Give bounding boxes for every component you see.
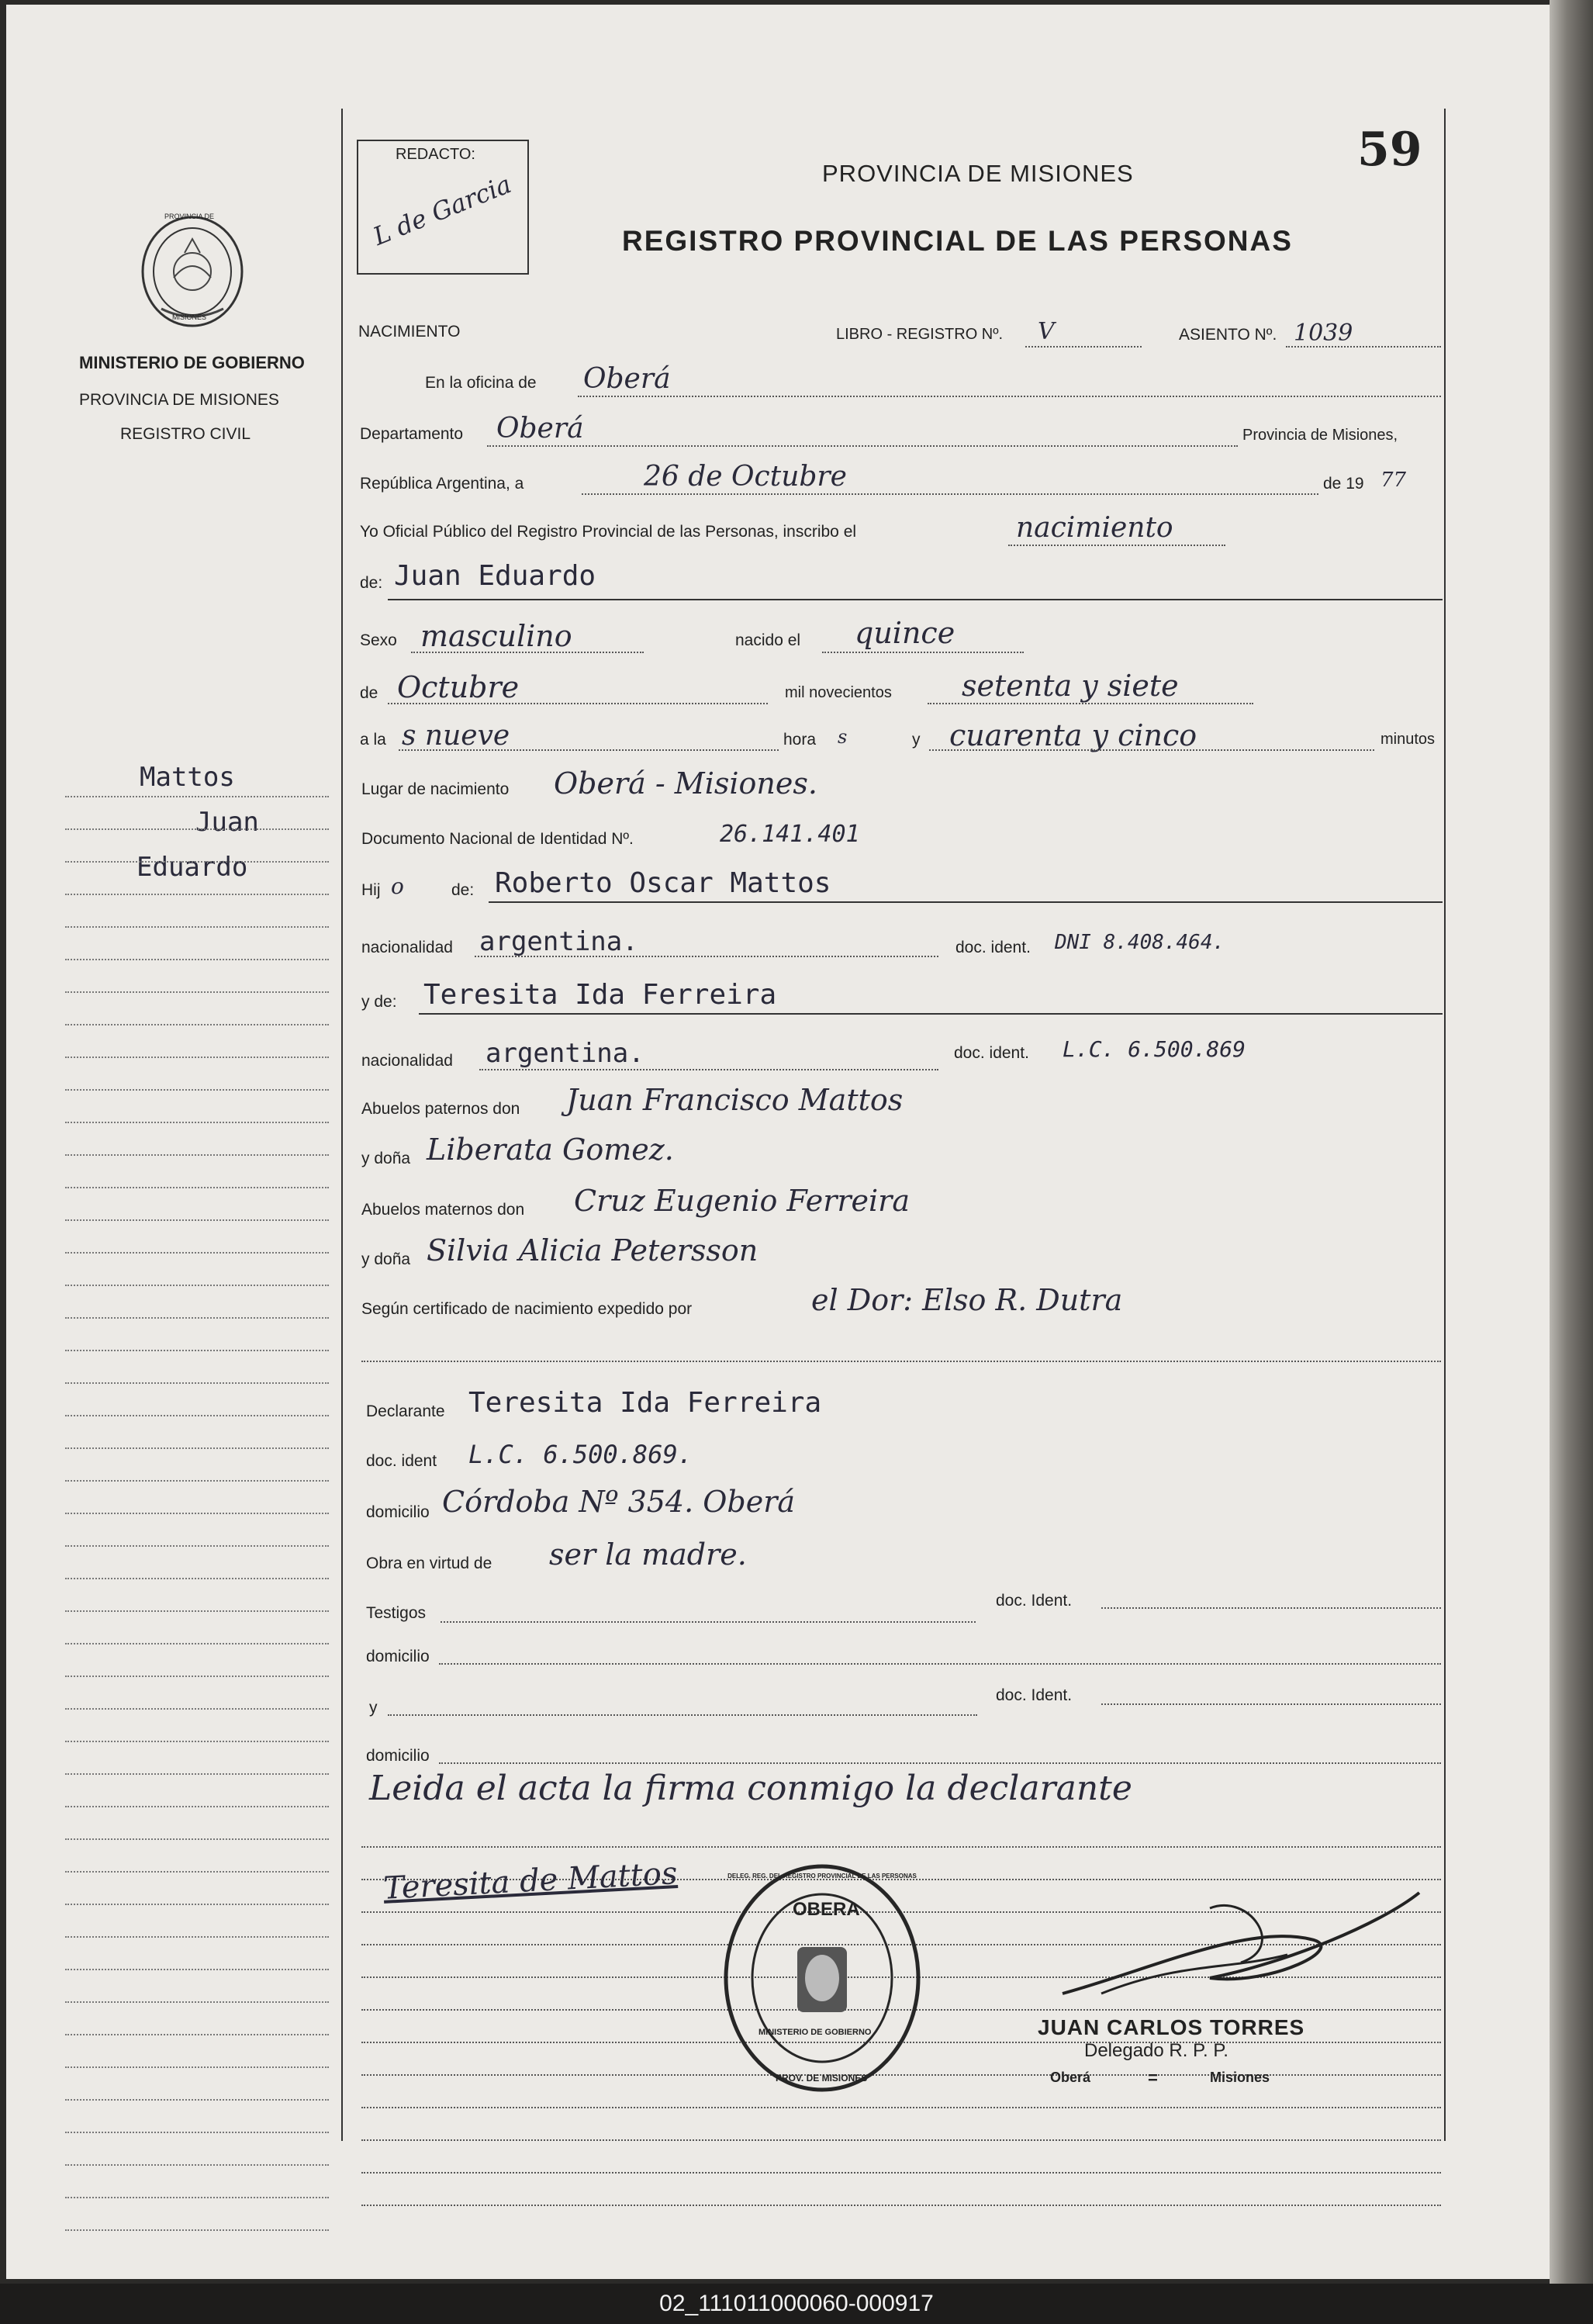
mother-label: y de: [361, 993, 397, 1011]
month-value: Octubre [397, 670, 520, 704]
day-value: quince [855, 616, 955, 650]
nacido-label: nacido el [735, 631, 801, 649]
domicilio2-label: domicilio [366, 1648, 430, 1665]
margin-rule-line [65, 796, 329, 797]
margin-rule-line [65, 1806, 329, 1807]
body-rule-line [361, 2139, 1441, 2141]
margin-rule-line [65, 2164, 329, 2166]
abuela-materna-label: y doña [361, 1250, 411, 1268]
margin-rule-line [65, 1773, 329, 1775]
margin-rule-line [65, 1969, 329, 1970]
margin-rule-line [65, 1871, 329, 1873]
mother-line [419, 1013, 1443, 1015]
date-dots [582, 493, 1318, 495]
official-title: Delegado R. P. P. [1084, 2040, 1228, 2061]
book-edge [1550, 0, 1593, 2284]
year-label: de 19 [1323, 475, 1364, 493]
margin-rule-line [65, 2066, 329, 2068]
seal-bottom-text: PROV. DE MISIONES [776, 2073, 868, 2084]
body-rule-line [361, 2205, 1441, 2206]
margin-rule-line [65, 1122, 329, 1123]
y2-doc-dots [1101, 1703, 1441, 1705]
margin-firstname: Juan [195, 807, 259, 838]
margin-surname: Mattos [140, 762, 235, 793]
margin-rule-line [65, 1545, 329, 1547]
name-line [388, 599, 1443, 600]
testigos-dots [441, 1621, 976, 1623]
margin-rule-line [65, 1643, 329, 1644]
redacto-box [357, 140, 529, 275]
y2-dots [388, 1714, 977, 1716]
emblem-text-bottom: MISIONES [172, 313, 207, 321]
margin-rule-line [65, 1187, 329, 1188]
official-separator: = [1148, 2068, 1158, 2087]
body-rule-line [361, 2107, 1441, 2108]
margin-middlename: Eduardo [136, 852, 248, 883]
departamento-dots [487, 445, 1238, 447]
footer-code: 02_111011000060-000917 [0, 2284, 1593, 2324]
segun-dots-2 [361, 1361, 1441, 1362]
asiento-value: 1039 [1294, 320, 1353, 347]
domicilio-value: Córdoba Nº 354. Oberá [442, 1485, 796, 1519]
alas-label: a la [360, 731, 386, 749]
margin-rule-line [65, 926, 329, 928]
libro-value: V [1038, 318, 1055, 345]
margin-rule-line [65, 1838, 329, 1840]
father-nacionalidad: argentina. [479, 926, 638, 957]
abuelos-paternos-label: Abuelos paternos don [361, 1100, 520, 1118]
sexo-value: masculino [420, 619, 572, 653]
hour-dots [399, 749, 779, 751]
year-words: setenta y siete [962, 669, 1179, 703]
sexo-label: Sexo [360, 631, 397, 649]
official-seal [721, 1862, 923, 2094]
declarante-name: Teresita Ida Ferreira [468, 1387, 822, 1419]
hora-suffix: s [838, 726, 848, 748]
date-value: 26 de Octubre [644, 461, 847, 493]
domicilio3-label: domicilio [366, 1747, 430, 1765]
margin-rule-line [65, 1089, 329, 1091]
name-label: de: [360, 574, 383, 592]
seal-ring-text: DELEG. REG. DEL REGISTRO PROVINCIAL DE LAS PERSONAS [727, 1873, 917, 1880]
abuelos-maternos-label: Abuelos maternos don [361, 1201, 525, 1219]
margin-rule-line [65, 1285, 329, 1286]
margin-rule-line [65, 1024, 329, 1025]
libro-dots [1025, 346, 1142, 348]
seal-inner-text: MINISTERIO DE GOBIERNO [758, 2028, 872, 2037]
ministry-province: PROVINCIA DE MISIONES [79, 391, 279, 409]
mother-nacionalidad: argentina. [486, 1038, 644, 1069]
minutos-label: minutos [1380, 731, 1436, 748]
body-rule-line [361, 2172, 1441, 2174]
day-dots [822, 652, 1024, 653]
abuelo-paterno: Juan Francisco Mattos [566, 1083, 904, 1117]
abuelo-materno: Cruz Eugenio Ferreira [574, 1184, 910, 1218]
segun-value: el Dor: Elso R. Dutra [811, 1283, 1123, 1317]
left-margin-rule [341, 109, 343, 2141]
margin-rule-line [65, 1936, 329, 1938]
closing-statement: Leida el acta la firma conmigo la declarante [369, 1769, 1132, 1808]
redacto-label: REDACTO: [396, 146, 475, 163]
departamento-label: Departamento [360, 425, 464, 443]
margin-rule-line [65, 1252, 329, 1254]
y2-doc-label: doc. Ident. [996, 1686, 1073, 1704]
body-rule-line [361, 1846, 1441, 1848]
oficial-dots [1008, 545, 1225, 546]
ministry-registry: REGISTRO CIVIL [120, 425, 251, 443]
testigos-label: Testigos [366, 1604, 427, 1622]
margin-rule-line [65, 959, 329, 960]
oficina-label: En la oficina de [425, 374, 537, 392]
right-margin-rule [1444, 109, 1446, 2141]
margin-rule-line [65, 991, 329, 993]
margin-rule-line [65, 1350, 329, 1351]
declarante-doc-label: doc. ident [366, 1452, 437, 1470]
abuela-paterna: Liberata Gomez. [427, 1133, 674, 1167]
oficial-value: nacimiento [1016, 512, 1173, 544]
minutes-value: cuarenta y cinco [949, 718, 1197, 752]
father-line [489, 901, 1443, 903]
mother-doc-label: doc. ident. [954, 1044, 1029, 1062]
margin-rule-line [65, 1610, 329, 1612]
libro-label: LIBRO - REGISTRO Nº. [836, 326, 1004, 343]
margin-rule-line [65, 1480, 329, 1482]
redacto-signature: L de Garcia [368, 169, 516, 251]
domicilio2-dots [439, 1663, 1441, 1665]
testigos-doc-label: doc. Ident. [996, 1592, 1073, 1610]
margin-rule-line [65, 1513, 329, 1514]
obra-label: Obra en virtud de [366, 1555, 492, 1572]
y-label: y [912, 731, 921, 749]
page-number: 59 [1357, 123, 1422, 177]
official-province: Misiones [1210, 2070, 1270, 2085]
dni-label: Documento Nacional de Identidad Nº. [361, 830, 634, 848]
seal-top-text: OBERA [793, 1899, 860, 1920]
hora-label: hora [783, 731, 817, 749]
mother-nac-dots [479, 1069, 938, 1070]
dni-value: 26.141.401 [720, 821, 860, 848]
hijo-label: Hij [361, 881, 381, 899]
father-nac-dots [475, 956, 938, 957]
margin-rule-line [65, 2001, 329, 2003]
margin-rule-line [65, 1904, 329, 1905]
margin-rule-line [65, 2197, 329, 2198]
father-doc-label: doc. ident. [955, 939, 1031, 956]
official-city: Oberá [1050, 2070, 1091, 2085]
year-words-dots [928, 703, 1253, 704]
margin-rule-line [65, 1447, 329, 1449]
margin-rule-line [65, 1154, 329, 1156]
oficina-value: Oberá [583, 363, 671, 395]
father-label: de: [451, 881, 475, 899]
oficial-text: Yo Oficial Público del Registro Provincial de las Personas, inscribo el [360, 523, 857, 541]
margin-rule-line [65, 1415, 329, 1416]
margin-rule-line [65, 1741, 329, 1742]
lugar-label: Lugar de nacimiento [361, 780, 510, 798]
oficina-dots [578, 396, 1441, 397]
departamento-value: Oberá [496, 413, 584, 444]
mother-nacionalidad-label: nacionalidad [361, 1052, 453, 1070]
testigos-doc-dots [1101, 1607, 1441, 1609]
de-month-label: de [360, 684, 378, 702]
margin-rule-line [65, 1676, 329, 1677]
header-registry: REGISTRO PROVINCIAL DE LAS PERSONAS [622, 225, 1293, 257]
margin-rule-line [65, 894, 329, 895]
margin-rule-line [65, 2034, 329, 2035]
father-doc: DNI 8.408.464. [1055, 931, 1225, 954]
margin-rule-line [65, 861, 329, 863]
declarante-doc: L.C. 6.500.869. [468, 1440, 693, 1469]
emblem-text-top: PROVINCIA DE [164, 213, 215, 220]
year-value: 77 [1380, 469, 1407, 492]
margin-rule-line [65, 1317, 329, 1319]
obra-value: ser la madre. [549, 1537, 747, 1572]
margin-rule-line [65, 1057, 329, 1058]
margin-rule-line [65, 1578, 329, 1579]
margin-rule-line [65, 2229, 329, 2231]
margin-rule-line [65, 2099, 329, 2101]
margin-rule-line [65, 1219, 329, 1221]
month-dots [388, 703, 768, 704]
mother-name: Teresita Ida Ferreira [423, 979, 777, 1011]
margin-rule-line [65, 2132, 329, 2133]
declarante-signature: Teresita de Mattos [382, 1855, 679, 1907]
abuela-paterna-label: y doña [361, 1150, 411, 1167]
mil-label: mil novecientos [785, 684, 892, 701]
sexo-dots [411, 652, 644, 653]
minutes-dots [929, 749, 1374, 751]
margin-rule-line [65, 1382, 329, 1384]
declarante-label: Declarante [366, 1402, 445, 1420]
child-name: Juan Eduardo [394, 560, 596, 592]
official-name: JUAN CARLOS TORRES [1038, 2015, 1305, 2039]
margin-rule-line [65, 828, 329, 830]
domicilio3-dots [439, 1762, 1441, 1764]
republica-label: República Argentina, a [360, 475, 524, 493]
segun-label: Según certificado de nacimiento expedido por [361, 1300, 693, 1318]
abuela-materna: Silvia Alicia Petersson [427, 1233, 758, 1267]
father-nacionalidad-label: nacionalidad [361, 939, 453, 956]
official-signature [1055, 1877, 1427, 2017]
asiento-dots [1286, 346, 1441, 348]
record-type: NACIMIENTO [358, 323, 461, 341]
header-province: PROVINCIA DE MISIONES [822, 160, 1134, 187]
provincia-label: Provincia de Misiones, [1242, 427, 1398, 444]
margin-rule-line [65, 1708, 329, 1710]
y2-label: y [369, 1699, 378, 1717]
lugar-value: Oberá - Misiones. [554, 766, 817, 801]
domicilio-label: domicilio [366, 1503, 430, 1521]
hijo-suffix: o [391, 873, 404, 899]
asiento-label: ASIENTO Nº. [1179, 326, 1277, 344]
hour-value: s nueve [402, 720, 510, 752]
father-name: Roberto Oscar Mattos [495, 867, 831, 899]
ministry-title: MINISTERIO DE GOBIERNO [79, 353, 305, 372]
mother-doc: L.C. 6.500.869 [1063, 1036, 1246, 1062]
